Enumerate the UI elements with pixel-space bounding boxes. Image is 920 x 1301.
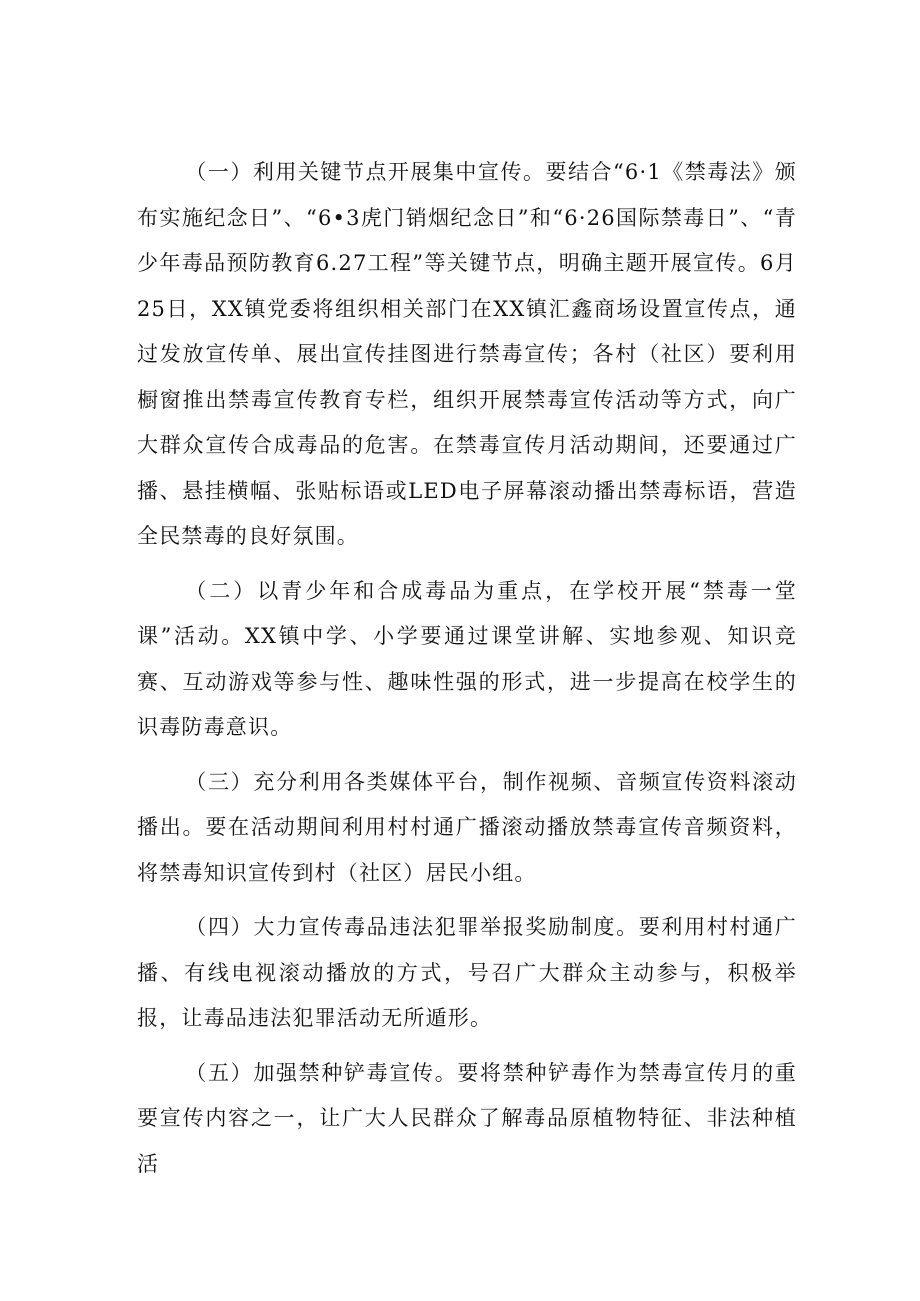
- paragraph-4: （四）大力宣传毒品违法犯罪举报奖励制度。要利用村村通广播、有线电视滚动播放的方式，号召广大群众主动参与，积极举报，让毒品违法犯罪活动无所遁形。: [137, 915, 797, 1030]
- paragraph-2: （二）以青少年和合成毒品为重点，在学校开展“禁毒一堂课”活动。XX镇中学、小学要通过课堂讲解、实地参观、知识竞赛、互动游戏等参与性、趣味性强的形式，进一步提高在校学生的识毒防毒意识。: [137, 578, 797, 739]
- paragraph-1: （一）利用关键节点开展集中宣传。要结合“6·1《禁毒法》颁布实施纪念日”、“6•3虎门销烟纪念日”和“6·26国际禁毒日”、“青少年毒品预防教育6.27工程”等关键节点，明确主题开展宣传。6月25日，XX镇党委将组织相关部门在XX镇汇鑫商场设置宣传点，通过发放宣传单、展出宣传挂图进行禁毒宣传；各村（社区）要利用橱窗推出禁毒宣传教育专栏，组织开展禁毒宣传活动等方式，向广大群众宣传合成毒品的危害。在禁毒宣传月活动期间，还要通过广播、悬挂横幅、张贴标语或LED电子屏幕滚动播出禁毒标语，营造全民禁毒的良好氛围。: [137, 160, 797, 548]
- paragraph-3: （三）充分利用各类媒体平台，制作视频、音频宣传资料滚动播出。要在活动期间利用村村通广播滚动播放禁毒宣传音频资料，将禁毒知识宣传到村（社区）居民小组。: [137, 769, 797, 885]
- document-body: [137, 150, 797, 1196]
- paragraph-5: （五）加强禁种铲毒宣传。要将禁种铲毒作为禁毒宣传月的重要宣传内容之一，让广大人民群众了解毒品原植物特征、非法种植活: [137, 1060, 797, 1176]
